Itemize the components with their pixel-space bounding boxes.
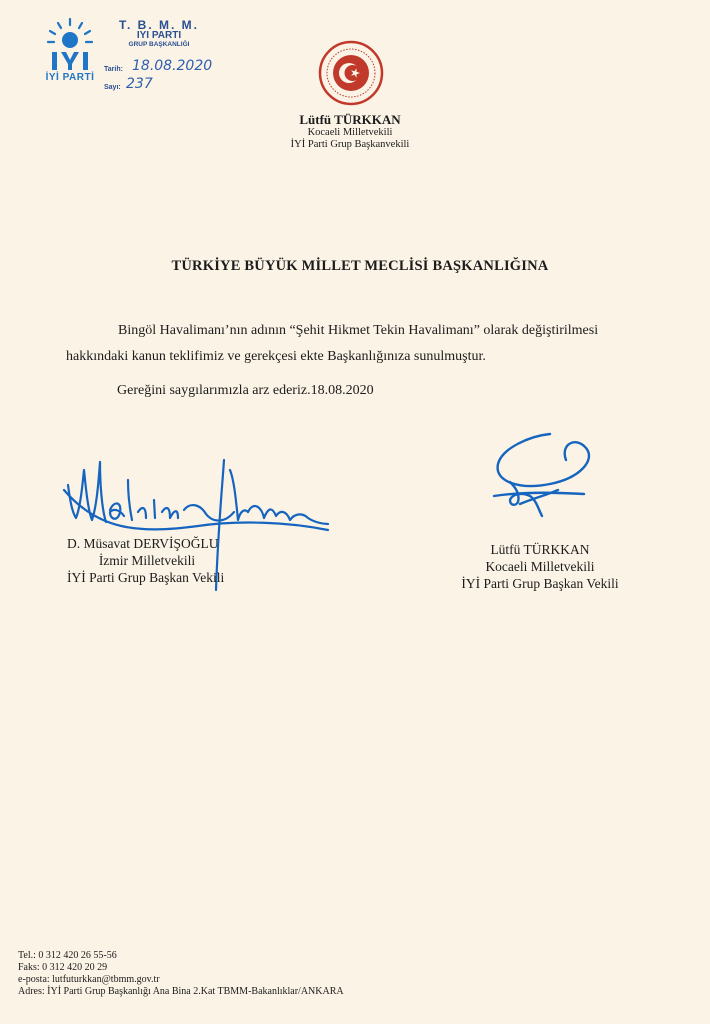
right-signatory-constituency: Kocaeli Milletvekili	[485, 559, 595, 574]
left-signatory-title: İYİ Parti Grup Başkan Vekili	[67, 570, 225, 585]
crescent-star-emblem-icon	[318, 40, 384, 106]
footer-phone: Tel.: 0 312 420 26 55-56	[18, 950, 117, 961]
header-name: Lütfü TÜRKKAN	[299, 112, 401, 127]
body-paragraph-1	[66, 318, 646, 370]
body-paragraph-2: Gereğini saygılarımızla arz ederiz.18.08.2020	[117, 383, 374, 398]
addressee-heading: TÜRKİYE BÜYÜK MİLLET MECLİSİ BAŞKANLIĞINA	[171, 258, 549, 274]
logo-text: İYİ PARTİ	[45, 72, 95, 83]
stamp-line-3: GRUP BAŞKANLIĞI	[128, 41, 190, 48]
left-signatory-name: D. Müsavat DERVİŞOĞLU	[67, 536, 219, 551]
left-signatory-constituency: İzmir Milletvekili	[98, 553, 196, 568]
party-logo	[44, 16, 96, 94]
footer-email: e-posta: lutfuturkkan@tbmm.gov.tr	[18, 974, 160, 985]
right-signatory-name: Lütfü TÜRKKAN	[490, 542, 590, 557]
right-signature	[480, 430, 620, 530]
stamp-number-label: Sayı:	[104, 84, 121, 91]
parliament-emblem	[318, 40, 384, 106]
footer-fax: Faks: 0 312 420 20 29	[18, 962, 108, 973]
right-signatory-title: İYİ Parti Grup Başkan Vekili	[461, 576, 619, 591]
registry-stamp	[100, 18, 235, 98]
stamp-line-2: IYI PARTI	[136, 30, 182, 41]
stamp-date-label: Tarih:	[104, 66, 123, 73]
stamp-number-value: 237	[126, 76, 153, 92]
body-paragraph-1-line-2: hakkındaki kanun teklifimiz ve gerekçesi ekte Başkanlığınıza sunulmuştur.	[66, 349, 486, 364]
footer-address: Adres: İYİ Parti Grup Başkanlığı Ana Bina 2.Kat TBMM-Bakanlıklar/ANKARA	[18, 986, 344, 997]
stamp-date-value: 18.08.2020	[132, 58, 213, 74]
header-constituency: Kocaeli Milletvekili	[307, 127, 393, 138]
body-paragraph-1-line-1: Bingöl Havalimanı’nın adının “Şehit Hikmet Tekin Havalimanı” olarak değiştirilmesi	[118, 323, 599, 338]
header-title: İYİ Parti Grup Başkanvekili	[290, 139, 410, 150]
sun-icon	[44, 16, 96, 72]
stamp-line-1: T. B. M. M.	[119, 18, 199, 32]
